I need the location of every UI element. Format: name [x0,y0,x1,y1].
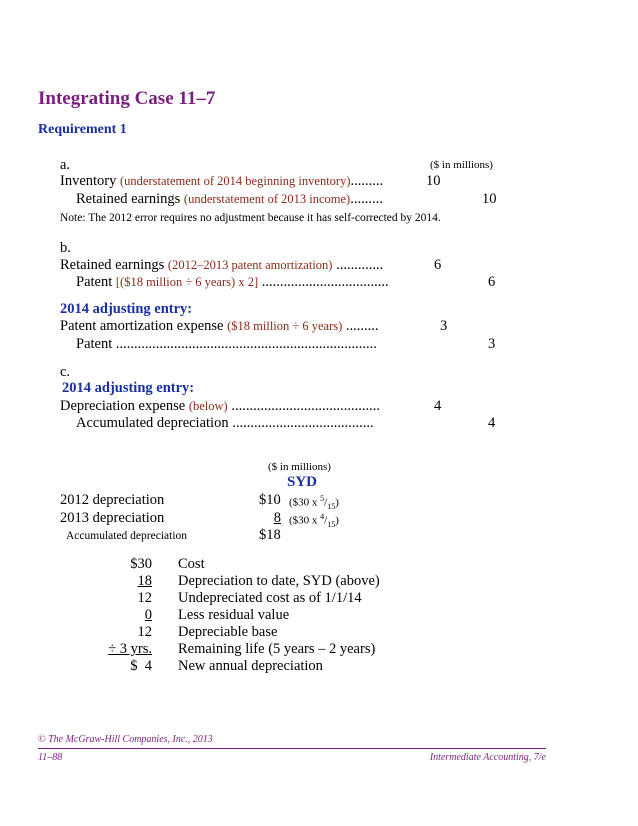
leader-dots: ............. [336,257,384,273]
schedule-desc: Less residual value [178,607,290,623]
leader-dots: ......... [350,191,383,207]
schedule-amount: 12 [137,590,152,606]
footer-book-title: Intermediate Accounting, 7/e [429,752,546,763]
schedule-row [90,590,380,607]
schedule-row [90,658,380,675]
leader-dots: ......... [345,318,379,334]
calc-denominator: 15 [327,519,336,529]
schedule-desc: Cost [178,556,205,572]
schedule-amount: 18 [137,573,152,589]
debit-amount: 4 [434,398,442,414]
millions-header: ($ in millions) [268,461,331,473]
journal-line [76,336,377,353]
footer-rule [38,748,546,749]
schedule-row [90,641,380,658]
leader-dots: ........................................................................ [115,336,377,352]
schedule-amount: $30 [130,556,152,572]
page-title: Integrating Case 11–7 [38,88,216,109]
requirement-heading: Requirement 1 [38,122,127,137]
accum-amount: $18 [259,527,281,543]
calc-suffix: ) [335,514,339,527]
leader-dots: ......... [350,173,384,189]
dep-row-amount-value: 8 [273,510,281,526]
calc-numerator: 5 [320,494,325,503]
schedule-desc: Depreciation to date, SYD (above) [178,573,380,589]
credit-amount: 10 [482,191,497,207]
schedule-amount: ÷ 3 yrs. [108,641,152,657]
schedule-row [90,556,380,573]
account-name: Accumulated depreciation [76,415,229,431]
footer-copyright: © The McGraw-Hill Companies, Inc., 2013 [38,734,213,745]
schedule [90,556,380,675]
note-text: Note: The 2012 error requires no adjustment because it has self-corrected by 2014. [60,212,441,224]
entry-heading: 2014 adjusting entry: [62,380,195,396]
schedule-desc: Undepreciated cost as of 1/1/14 [178,590,362,606]
dep-row-calc: ($30 x $^4/_{15}$) [289,512,339,529]
journal-line [60,173,383,190]
schedule-row [90,607,380,624]
part-a-label: a. [60,157,71,173]
account-name: Patent amortization expense [60,318,224,334]
calc-suffix: ) [335,496,339,509]
entry-heading: 2014 adjusting entry: [60,301,193,317]
calc-prefix: ($30 x [289,496,321,509]
calc-numerator: 4 [320,512,325,521]
calc-prefix: ($30 x [289,514,321,527]
dep-row-label: 2012 depreciation [60,492,165,508]
account-detail: (understatement of 2013 income) [183,192,351,206]
part-c-label: c. [60,364,71,380]
account-name: Depreciation expense [60,398,186,414]
leader-dots: ................................... [261,274,389,290]
account-detail: (below) [188,399,228,413]
journal-line [60,318,379,335]
journal-line [76,274,389,291]
dep-row-label: 2013 depreciation [60,510,165,526]
journal-line [76,415,374,432]
credit-amount: 6 [488,274,496,290]
part-b-label: b. [60,240,71,256]
leader-dots: ......................................... [231,398,380,414]
credit-amount: 4 [488,415,496,431]
millions-header: ($ in millions) [430,159,493,171]
account-detail: (understatement of 2014 beginning inventory) [120,174,351,188]
credit-amount: 3 [488,336,496,352]
schedule-amount: 12 [137,624,152,640]
debit-amount: 10 [426,173,441,189]
schedule-desc: New annual depreciation [178,658,323,674]
account-name: Patent [76,336,113,352]
schedule-desc: Depreciable base [178,624,278,640]
account-detail: ($18 million ÷ 6 years) [227,319,343,333]
method-heading: SYD [287,474,318,490]
account-name: Inventory [60,173,117,189]
debit-amount: 3 [440,318,448,334]
debit-amount: 6 [434,257,442,273]
dep-row-calc: ($30 x $^5/_{15}$) [289,494,339,511]
account-name: Retained earnings [76,191,181,207]
schedule-desc: Remaining life (5 years – 2 years) [178,641,376,657]
footer-page-number: 11–88 [38,752,63,763]
account-detail: [($18 million ÷ 6 years) x 2] [115,275,259,289]
schedule-amount: $ 4 [130,658,152,674]
calc-denominator: 15 [327,501,336,511]
account-detail: (2012–2013 patent amortization) [167,258,333,272]
leader-dots: ....................................... [232,415,374,431]
account-name: Retained earnings [60,257,165,273]
journal-line [60,257,383,274]
accum-label: Accumulated depreciation [66,530,188,542]
journal-line [60,398,380,415]
journal-line [76,191,383,208]
schedule-amount: 0 [144,607,152,623]
schedule-row [90,573,380,590]
dep-row-amount: $10 [259,492,281,508]
account-name: Patent [76,274,113,290]
schedule-row [90,624,380,641]
dep-row-amount [259,510,281,527]
